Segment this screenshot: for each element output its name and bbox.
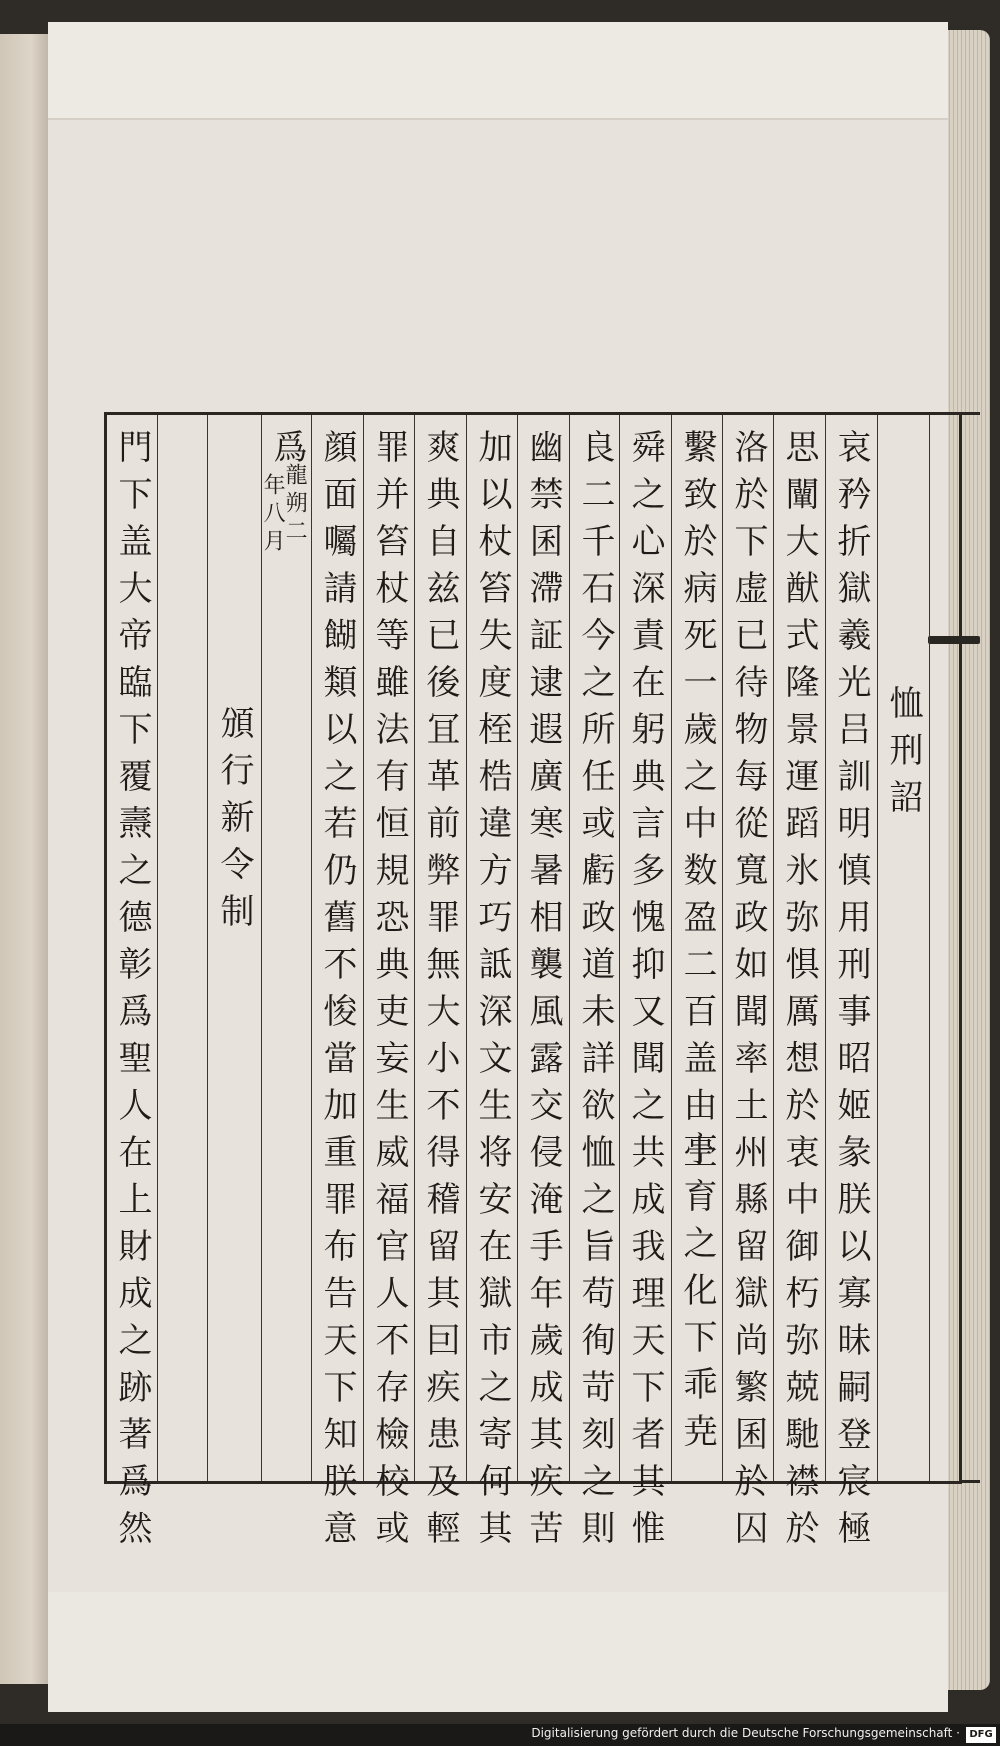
column-4: 繫致於病死一歲之中数盈二百盖由上 — [677, 429, 717, 1181]
column-3: 洛於下虚已待物每從寬政如聞率土州縣留獄尚繁囷於囚 — [728, 429, 768, 1557]
page-crease — [48, 118, 948, 120]
column-2: 思闡大猷式隆景運蹈氷弥惧厲想於衷中御朽弥兢馳襟於 — [779, 429, 819, 1557]
dfg-logo: DFG — [966, 1727, 996, 1743]
date-note-b: 年八月 — [260, 473, 286, 557]
column-7: 幽禁囷滯証逮遐廣寒暑相襲風露交侵淹手年歲成其疾苦 — [523, 429, 563, 1557]
column-15: 門下盖大帝臨下覆燾之德彰爲聖人在上財成之跡著爲然 — [112, 429, 152, 1557]
left-page-edge — [0, 34, 52, 1684]
frame-bottom-extension — [960, 1480, 980, 1483]
page-bottom-margin — [48, 1592, 948, 1712]
frame-top-extension — [960, 412, 980, 415]
column-11: 顔面囑請餬類以之若仍舊不悛當加重罪布告天下知朕意 — [317, 429, 357, 1557]
column-13: 頒行新令制 — [214, 705, 254, 940]
page-top-margin — [48, 22, 948, 118]
footer-credit: Digitalisierung gefördert durch die Deutsche Forschungsgemeinschaft · — [531, 1726, 960, 1740]
column-10: 罪并笞杖等雖法有恒規恐典吏妄生威福官人不存檢校或 — [369, 429, 409, 1557]
column-8: 加以杖笞失度桎梏違方巧詆深文生将安在獄市之寄何其 — [472, 429, 512, 1557]
column-4-continued: 亭育之化下乖尭 — [677, 1131, 717, 1460]
column-title: 恤刑詔 — [883, 684, 923, 826]
column-5: 舜之心深責在躬典言多愧抑又聞之共成我理天下者其惟 — [625, 429, 665, 1557]
text-frame — [104, 412, 962, 1557]
date-note-a: 龍朔二 — [282, 463, 308, 547]
column-1: 哀矜折獄羲光吕訓明慎用刑事昭姬彖朕以寡昧嗣登宸極 — [831, 429, 871, 1557]
column-9: 爽典自兹已後冝革前弊罪無大小不得稽留其囙疾患及輕 — [420, 429, 460, 1557]
column-12-main: 爲 — [267, 429, 307, 476]
column-6: 良二千石今之所任或虧政道未詳欲恤之旨苟徇苛刻之則 — [575, 429, 615, 1557]
